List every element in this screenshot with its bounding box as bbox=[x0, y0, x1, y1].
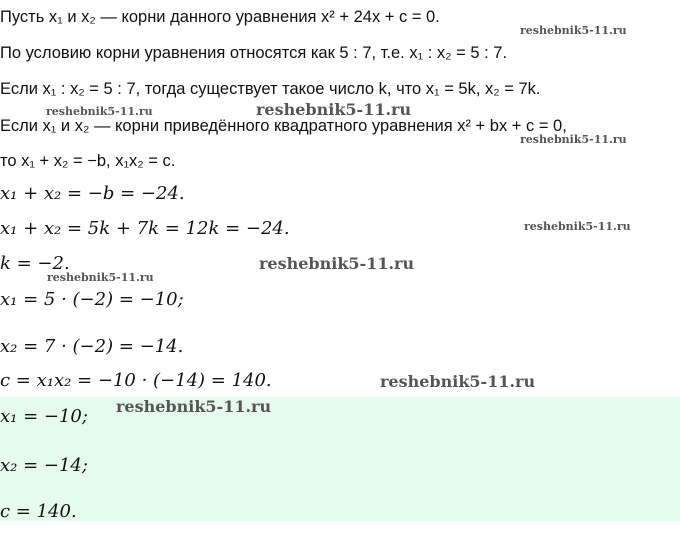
equation-sum-k: x₁ + x₂ = 5k + 7k = 12k = −24. bbox=[0, 218, 290, 239]
answer-box bbox=[0, 397, 680, 521]
answer-x1: x₁ = −10; bbox=[0, 406, 88, 427]
equation-x1: x₁ = 5 · (−2) = −10; bbox=[0, 289, 184, 310]
text-line-4: Если x₁ и x₂ — корни приведённого квадратного уравнения x² + bx + c = 0, bbox=[0, 117, 567, 135]
answer-c: c = 140. bbox=[0, 501, 77, 522]
equation-k: k = −2. bbox=[0, 253, 70, 274]
text-line-2: По условию корни уравнения относятся как 5 : 7, т.е. x₁ : x₂ = 5 : 7. bbox=[0, 44, 508, 62]
watermark: reshebnik5-11.ru bbox=[520, 133, 627, 146]
watermark: reshebnik5-11.ru bbox=[116, 397, 272, 416]
text-line-1: Пусть x₁ и x₂ — корни данного уравнения x² + 24x + c = 0. bbox=[0, 8, 440, 26]
watermark: reshebnik5-11.ru bbox=[380, 372, 536, 391]
watermark: reshebnik5-11.ru bbox=[47, 271, 154, 284]
answer-x2: x₂ = −14; bbox=[0, 455, 88, 476]
watermark: reshebnik5-11.ru bbox=[520, 24, 627, 37]
text-line-3: Если x₁ : x₂ = 5 : 7, тогда существует такое число k, что x₁ = 5k, x₂ = 7k. bbox=[0, 80, 541, 98]
watermark: reshebnik5-11.ru bbox=[524, 220, 631, 233]
text-line-5: то x₁ + x₂ = −b, x₁x₂ = c. bbox=[0, 152, 176, 170]
equation-sum: x₁ + x₂ = −b = −24. bbox=[0, 183, 185, 204]
watermark: reshebnik5-11.ru bbox=[46, 105, 153, 118]
equation-c: c = x₁x₂ = −10 · (−14) = 140. bbox=[0, 370, 272, 391]
watermark: reshebnik5-11.ru bbox=[259, 254, 415, 273]
equation-x2: x₂ = 7 · (−2) = −14. bbox=[0, 336, 184, 357]
watermark: reshebnik5-11.ru bbox=[256, 100, 412, 119]
